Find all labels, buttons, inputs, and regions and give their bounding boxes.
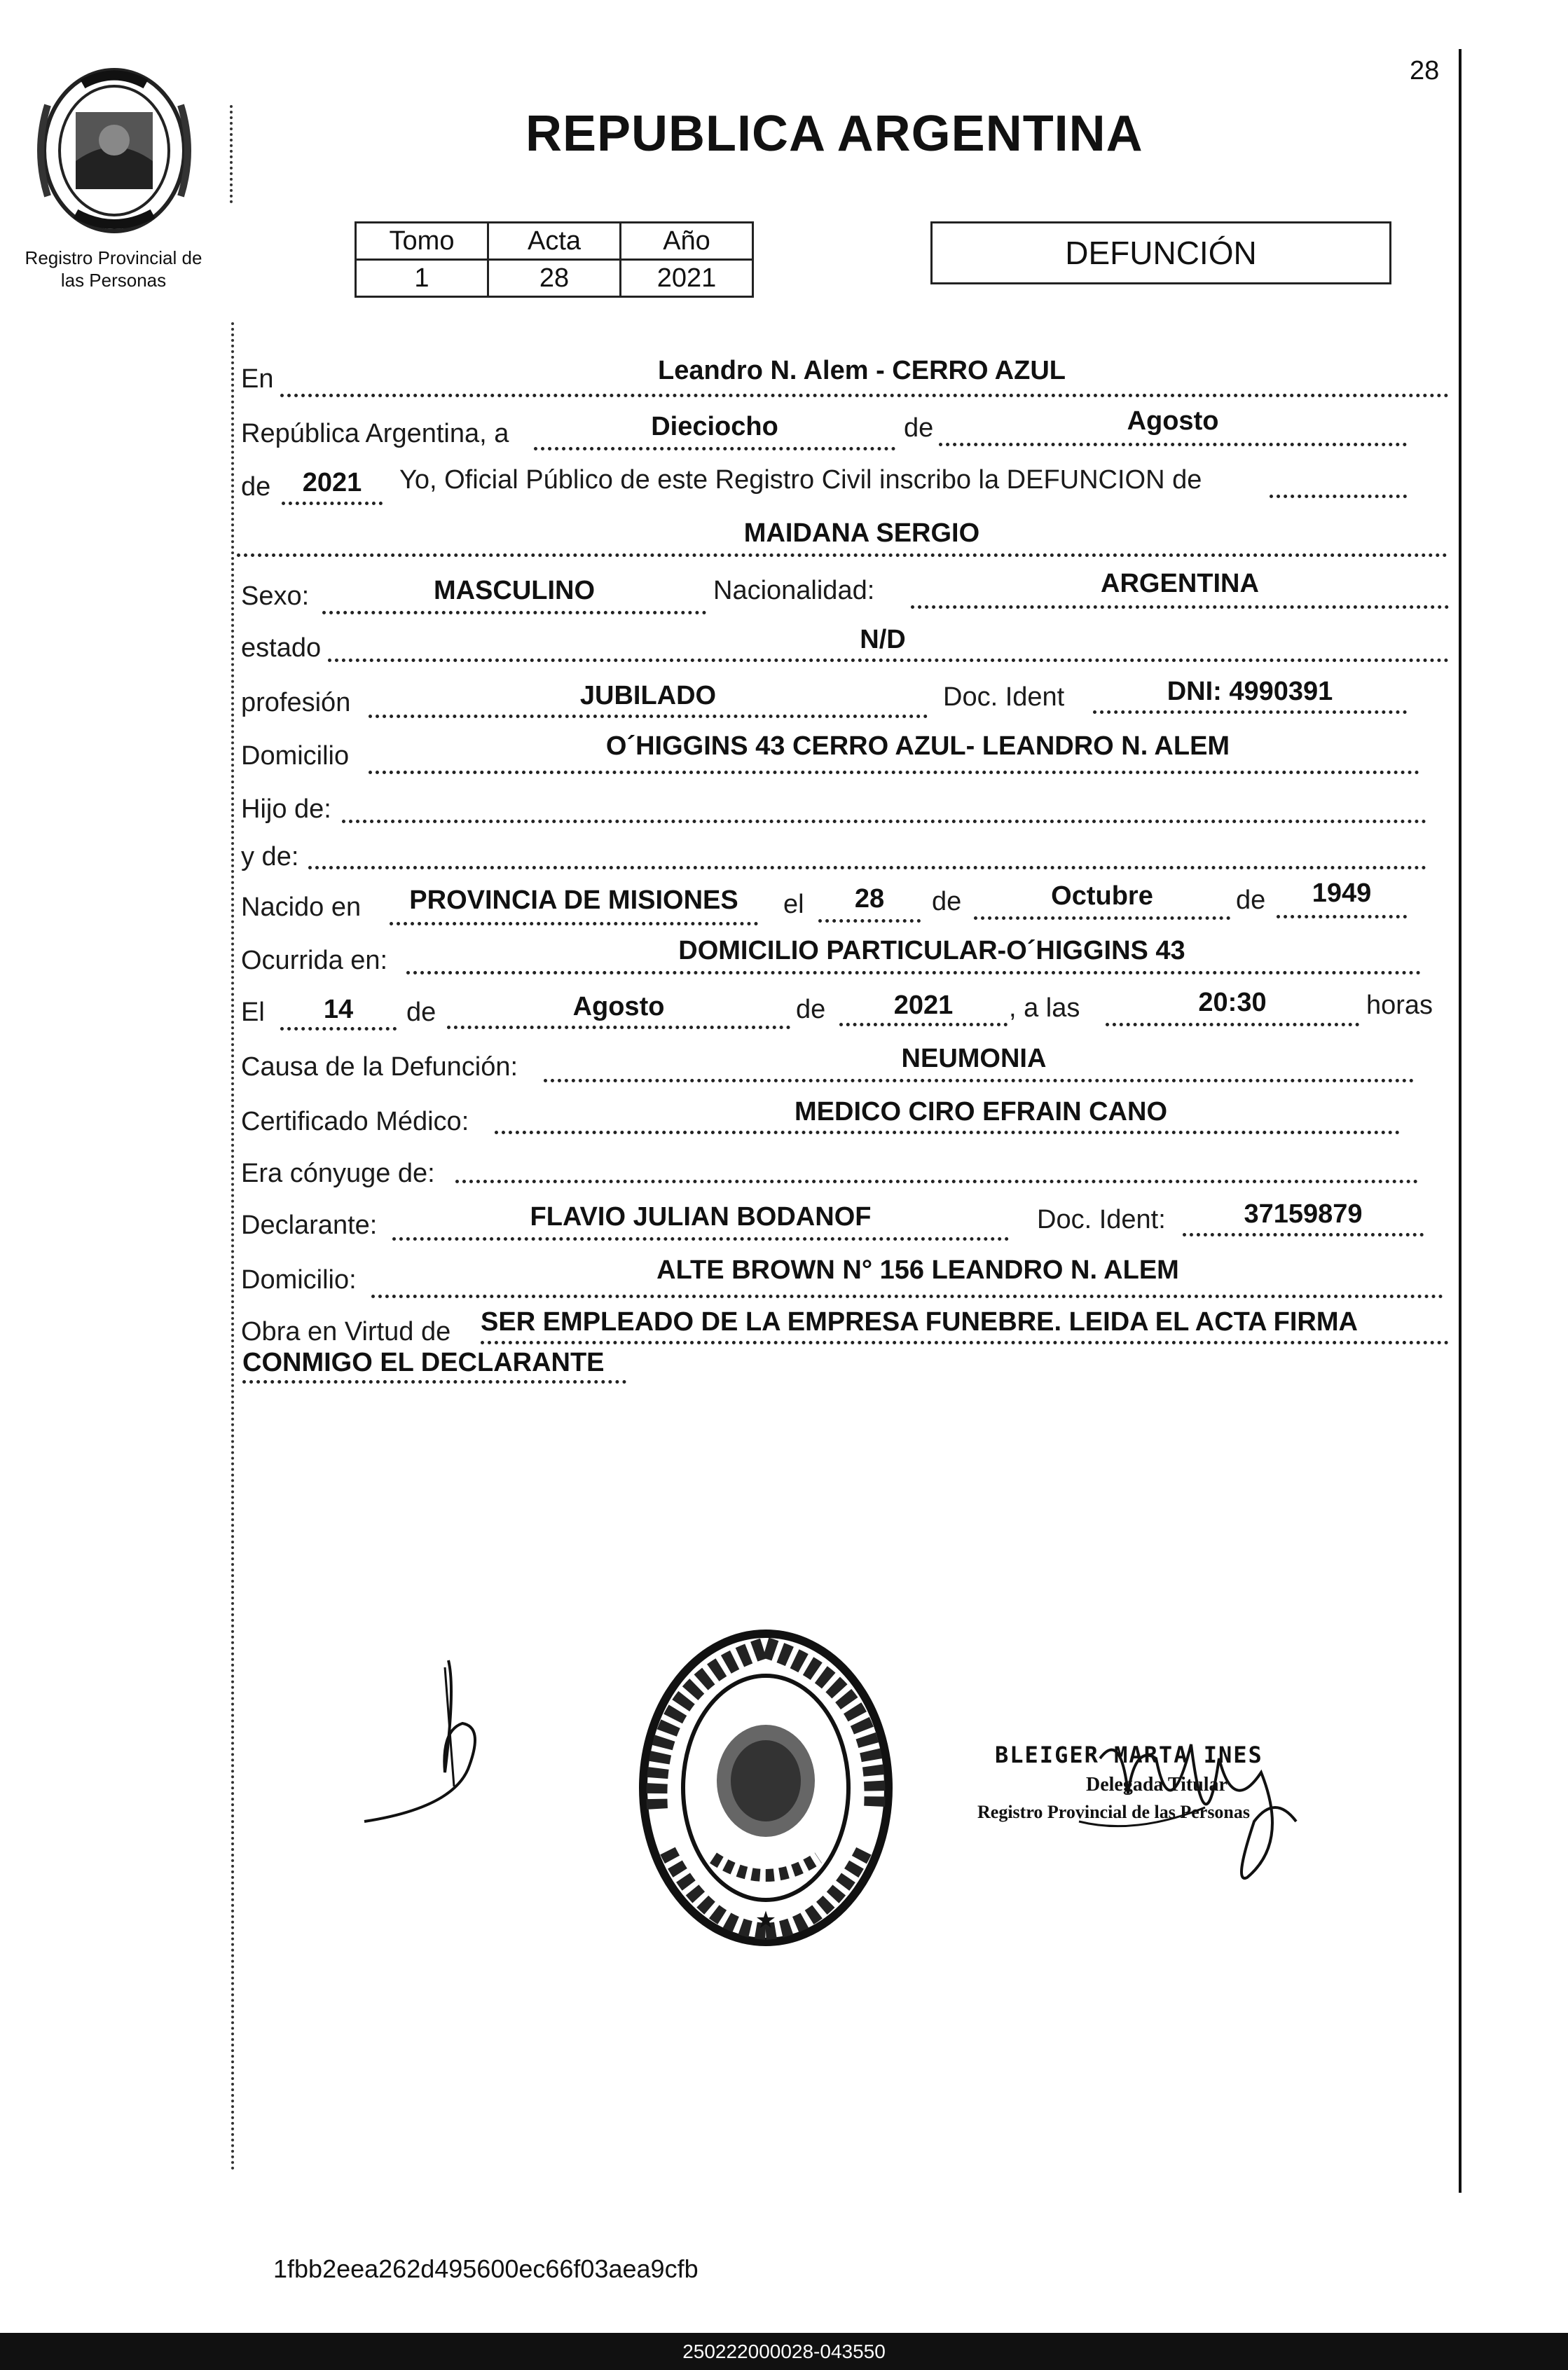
hijo-de-line [342, 820, 1426, 823]
official-title: Delegada Titular [1086, 1774, 1227, 1796]
obra-line1-underline [481, 1341, 1449, 1344]
a-las-label: , a las [1009, 993, 1080, 1023]
official-name: BLEIGER MARTA INES [995, 1742, 1263, 1768]
birth-day-line [818, 919, 921, 923]
de-label-2: de [241, 472, 271, 502]
profesion-line [369, 715, 928, 718]
deceased-name: MAIDANA SERGIO [743, 518, 980, 548]
declarante-doc-line [1183, 1233, 1424, 1236]
registry-label: Registro Provincial de las Personas [25, 247, 202, 291]
ocurrida-line [406, 971, 1421, 974]
page-title: REPUBLICA ARGENTINA [525, 106, 1143, 162]
declarante-doc-value: 37159879 [1244, 1199, 1363, 1229]
year-line [282, 502, 383, 505]
inscribo-line [1270, 495, 1407, 498]
profesion-value: JUBILADO [579, 681, 717, 710]
document-code: 250222000028-043550 [682, 2341, 886, 2362]
right-margin-line [1459, 49, 1462, 2193]
birth-month-value: Octubre [1051, 881, 1153, 911]
doc-ident-line [1093, 710, 1407, 714]
domicilio-label-2: Domicilio: [241, 1265, 357, 1295]
declarante-label: Declarante: [241, 1211, 378, 1240]
death-year-line [839, 1023, 1007, 1026]
sexo-value: MASCULINO [433, 576, 596, 605]
ocurrida-value: DOMICILIO PARTICULAR-O´HIGGINS 43 [678, 936, 1185, 965]
estado-line [328, 659, 1449, 662]
death-time-value: 20:30 [1198, 988, 1267, 1017]
nacionalidad-line [911, 605, 1449, 609]
value-acta: 28 [488, 260, 621, 297]
causa-line [544, 1079, 1414, 1082]
birth-year-line [1277, 915, 1407, 918]
sexo-label: Sexo: [241, 581, 310, 611]
footer-bar [0, 2333, 1568, 2370]
death-day-line [280, 1027, 397, 1031]
obra-line2-underline [242, 1380, 626, 1384]
domicilio-value: O´HIGGINS 43 CERRO AZUL- LEANDRO N. ALEM [605, 731, 1230, 761]
obra-line2: CONMIGO EL DECLARANTE [242, 1348, 605, 1377]
day-line [534, 447, 895, 450]
document-hash: 1fbb2eea262d495600ec66f03aea9cfb [273, 2254, 699, 2283]
month-line [939, 443, 1407, 446]
y-de-line [308, 866, 1426, 869]
causa-value: NEUMONIA [901, 1044, 1047, 1073]
death-day-value: 14 [323, 995, 354, 1024]
domicilio-line [369, 771, 1419, 774]
horas-label: horas [1366, 991, 1433, 1020]
de-label-5: de [406, 998, 436, 1027]
death-month-line [447, 1026, 790, 1029]
el-label: el [783, 890, 804, 919]
conyuge-line [455, 1180, 1418, 1183]
republica-label: República Argentina, a [241, 419, 509, 448]
de-label-3: de [932, 887, 962, 916]
obra-line1: SER EMPLEADO DE LA EMPRESA FUNEBRE. LEIDA EL ACTA FIRMA [481, 1307, 1358, 1337]
en-label: En [241, 364, 274, 394]
conyuge-label: Era cónyuge de: [241, 1159, 435, 1188]
estado-value: N/D [860, 625, 906, 654]
doc-ident-label: Doc. Ident [943, 682, 1065, 712]
birth-day-value: 28 [854, 884, 885, 914]
profesion-label: profesión [241, 688, 351, 717]
y-de-label: y de: [241, 842, 299, 871]
ocurrida-label: Ocurrida en: [241, 946, 388, 975]
registry-stamp [636, 1627, 895, 1949]
left-margin-dots-top [230, 105, 233, 203]
day-value: Dieciocho [651, 412, 778, 441]
year-value: 2021 [302, 468, 362, 497]
header-acta: Acta [488, 223, 621, 260]
obra-label: Obra en Virtud de [241, 1317, 451, 1346]
place-value: Leandro N. Alem - CERRO AZUL [658, 356, 1066, 385]
declarante-domicilio-line [371, 1295, 1443, 1298]
death-month-value: Agosto [572, 992, 665, 1021]
nacionalidad-value: ARGENTINA [1101, 569, 1259, 598]
death-year-value: 2021 [893, 991, 954, 1020]
certificado-value: MEDICO CIRO EFRAIN CANO [795, 1097, 1167, 1127]
doc-ident-value: DNI: 4990391 [1167, 677, 1333, 706]
inscribo-text: Yo, Oficial Público de este Registro Civil inscribo la DEFUNCION de [399, 465, 1202, 495]
act-type-box: DEFUNCIÓN [930, 221, 1391, 284]
birth-year-value: 1949 [1312, 879, 1372, 908]
certificado-line [495, 1131, 1400, 1134]
header-anio: Año [621, 223, 753, 260]
causa-label: Causa de la Defunción: [241, 1052, 518, 1082]
month-value: Agosto [1127, 406, 1219, 436]
declarant-signature [350, 1646, 532, 1842]
death-time-line [1106, 1023, 1359, 1026]
declarante-value: FLAVIO JULIAN BODANOF [530, 1202, 872, 1232]
declarante-line [392, 1237, 1009, 1241]
estado-label: estado [241, 633, 322, 663]
svg-text:★: ★ [755, 1906, 777, 1934]
nacido-en-line [390, 922, 758, 925]
nacionalidad-label: Nacionalidad: [713, 576, 875, 605]
doc-ident-label-2: Doc. Ident: [1037, 1205, 1166, 1234]
official-registry: Registro Provincial de las Personas [977, 1802, 1251, 1822]
province-seal [34, 63, 195, 238]
declarante-domicilio-value: ALTE BROWN N° 156 LEANDRO N. ALEM [656, 1255, 1179, 1285]
de-label-4: de [1236, 886, 1266, 915]
certificado-label: Certificado Médico: [241, 1107, 469, 1136]
registry-table [355, 221, 754, 298]
header-tomo: Tomo [356, 223, 488, 260]
left-margin-dots [231, 322, 234, 2172]
de-label-1: de [904, 413, 934, 443]
el-label-2: El [241, 998, 265, 1027]
de-label-6: de [796, 995, 826, 1024]
domicilio-label: Domicilio [241, 741, 350, 771]
name-line [237, 553, 1447, 557]
value-anio: 2021 [621, 260, 753, 297]
birth-month-line [974, 916, 1230, 920]
value-tomo: 1 [356, 260, 488, 297]
nacido-en-label: Nacido en [241, 893, 362, 922]
hijo-de-label: Hijo de: [241, 794, 331, 824]
nacido-en-value: PROVINCIA DE MISIONES [409, 886, 738, 915]
sexo-line [322, 611, 706, 614]
en-line [280, 394, 1449, 397]
page-number: 28 [1410, 56, 1440, 85]
